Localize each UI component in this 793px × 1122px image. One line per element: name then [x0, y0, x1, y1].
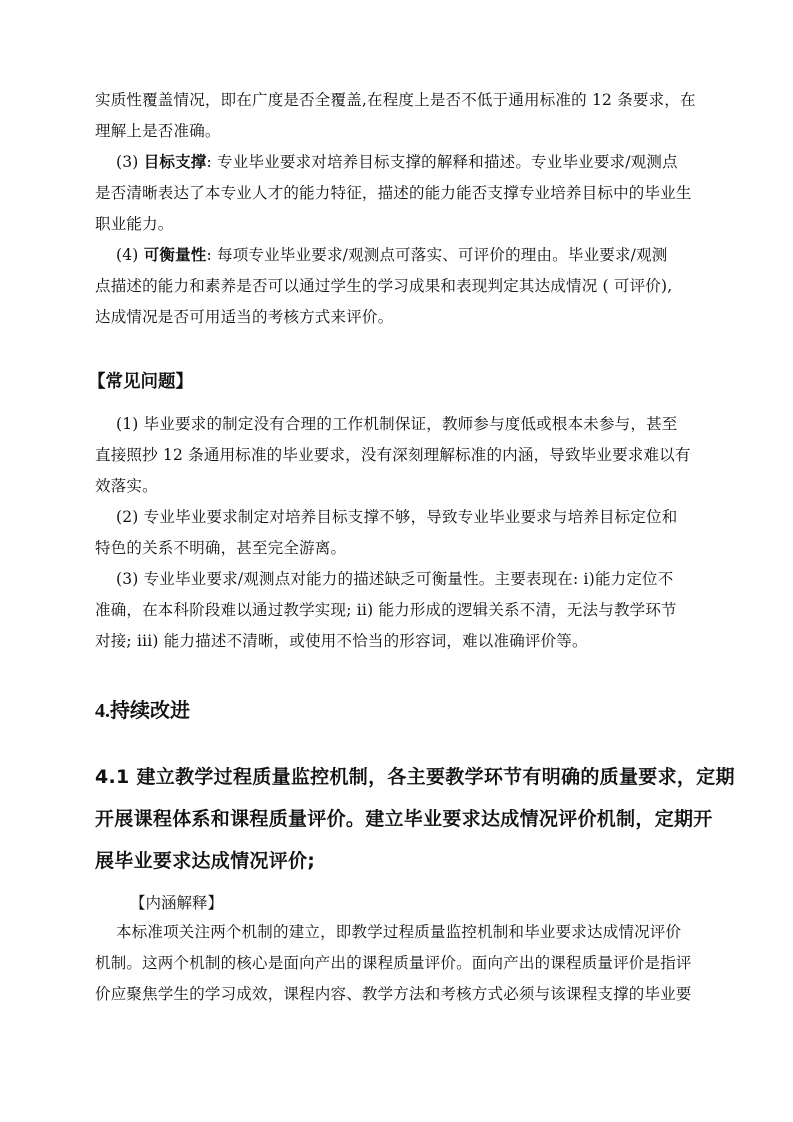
- subheading-explanation: 【内涵解释】: [130, 894, 224, 912]
- item-text: : 每项专业毕业要求/观测点可落实、可评价的理由。毕业要求/观测: [206, 246, 668, 264]
- body-text-line: 价应聚焦学生的学习成效，课程内容、教学方法和考核方式必须与该课程支撑的毕业要: [95, 985, 692, 1003]
- body-text-line: (1) 毕业要求的制定没有合理的工作机制保证，教师参与度低或根本未参与，甚至: [116, 415, 678, 433]
- list-item-3: [116, 152, 706, 172]
- list-item-4: [116, 245, 706, 265]
- body-text-line: 准确，在本科阶段难以通过教学实现; ii) 能力形成的逻辑关系不清，无法与教学环节: [95, 601, 677, 619]
- subsection-heading-line: 开展课程体系和课程质量评价。建立毕业要求达成情况评价机制，定期开: [95, 808, 713, 830]
- section-heading-common-issues: 【常见问题】: [88, 372, 193, 392]
- body-text-line: 机制。这两个机制的核心是面向产出的课程质量评价。面向产出的课程质量评价是指评: [95, 954, 692, 972]
- body-text-line: 达成情况是否可用适当的考核方式来评价。: [95, 308, 394, 326]
- body-text-line: 特色的关系不明确，甚至完全游离。: [95, 539, 347, 557]
- body-text-line: (2) 专业毕业要求制定对培养目标支撑不够，导致专业毕业要求与培养目标定位和: [116, 508, 678, 526]
- subsection-heading-line: 展毕业要求达成情况评价;: [95, 850, 316, 872]
- body-text-line: 点描述的能力和素养是否可以通过学生的学习成果和表现判定其达成情况 ( 可评价),: [95, 277, 673, 295]
- item-text: : 专业毕业要求对培养目标支撑的解释和描述。专业毕业要求/观测点: [206, 153, 678, 171]
- item-number: (4): [116, 246, 144, 264]
- body-text-line: 职业能力。: [95, 215, 174, 233]
- body-text-line: 对接; iii) 能力描述不清晰，或使用不恰当的形容词，难以准确评价等。: [95, 632, 588, 650]
- chapter-heading: 4.持续改进: [95, 700, 190, 722]
- item-term: 可衡量性: [143, 245, 207, 264]
- body-text-line: 理解上是否准确。: [95, 122, 221, 140]
- body-text-line: 直接照抄 12 条通用标准的毕业要求，没有深刻理解标准的内涵，导致毕业要求难以有: [95, 446, 691, 464]
- subsection-heading-line: 4.1 建立教学过程质量监控机制，各主要教学环节有明确的质量要求，定期: [95, 766, 735, 788]
- body-text-line: 本标准项关注两个机制的建立，即教学过程质量监控机制和毕业要求达成情况评价: [116, 923, 682, 941]
- body-text-line: 实质性覆盖情况，即在广度是否全覆盖,在程度上是否不低于通用标准的 12 条要求，在: [95, 91, 696, 109]
- body-text-line: (3) 专业毕业要求/观测点对能力的描述缺乏可衡量性。主要表现在: i)能力定位不: [116, 570, 674, 588]
- body-text-line: 效落实。: [95, 477, 158, 495]
- item-term: 目标支撑: [143, 152, 207, 171]
- item-number: (3): [116, 153, 144, 171]
- body-text-line: 是否清晰表达了本专业人才的能力特征，描述的能力能否支撑专业培养目标中的毕业生: [95, 184, 692, 202]
